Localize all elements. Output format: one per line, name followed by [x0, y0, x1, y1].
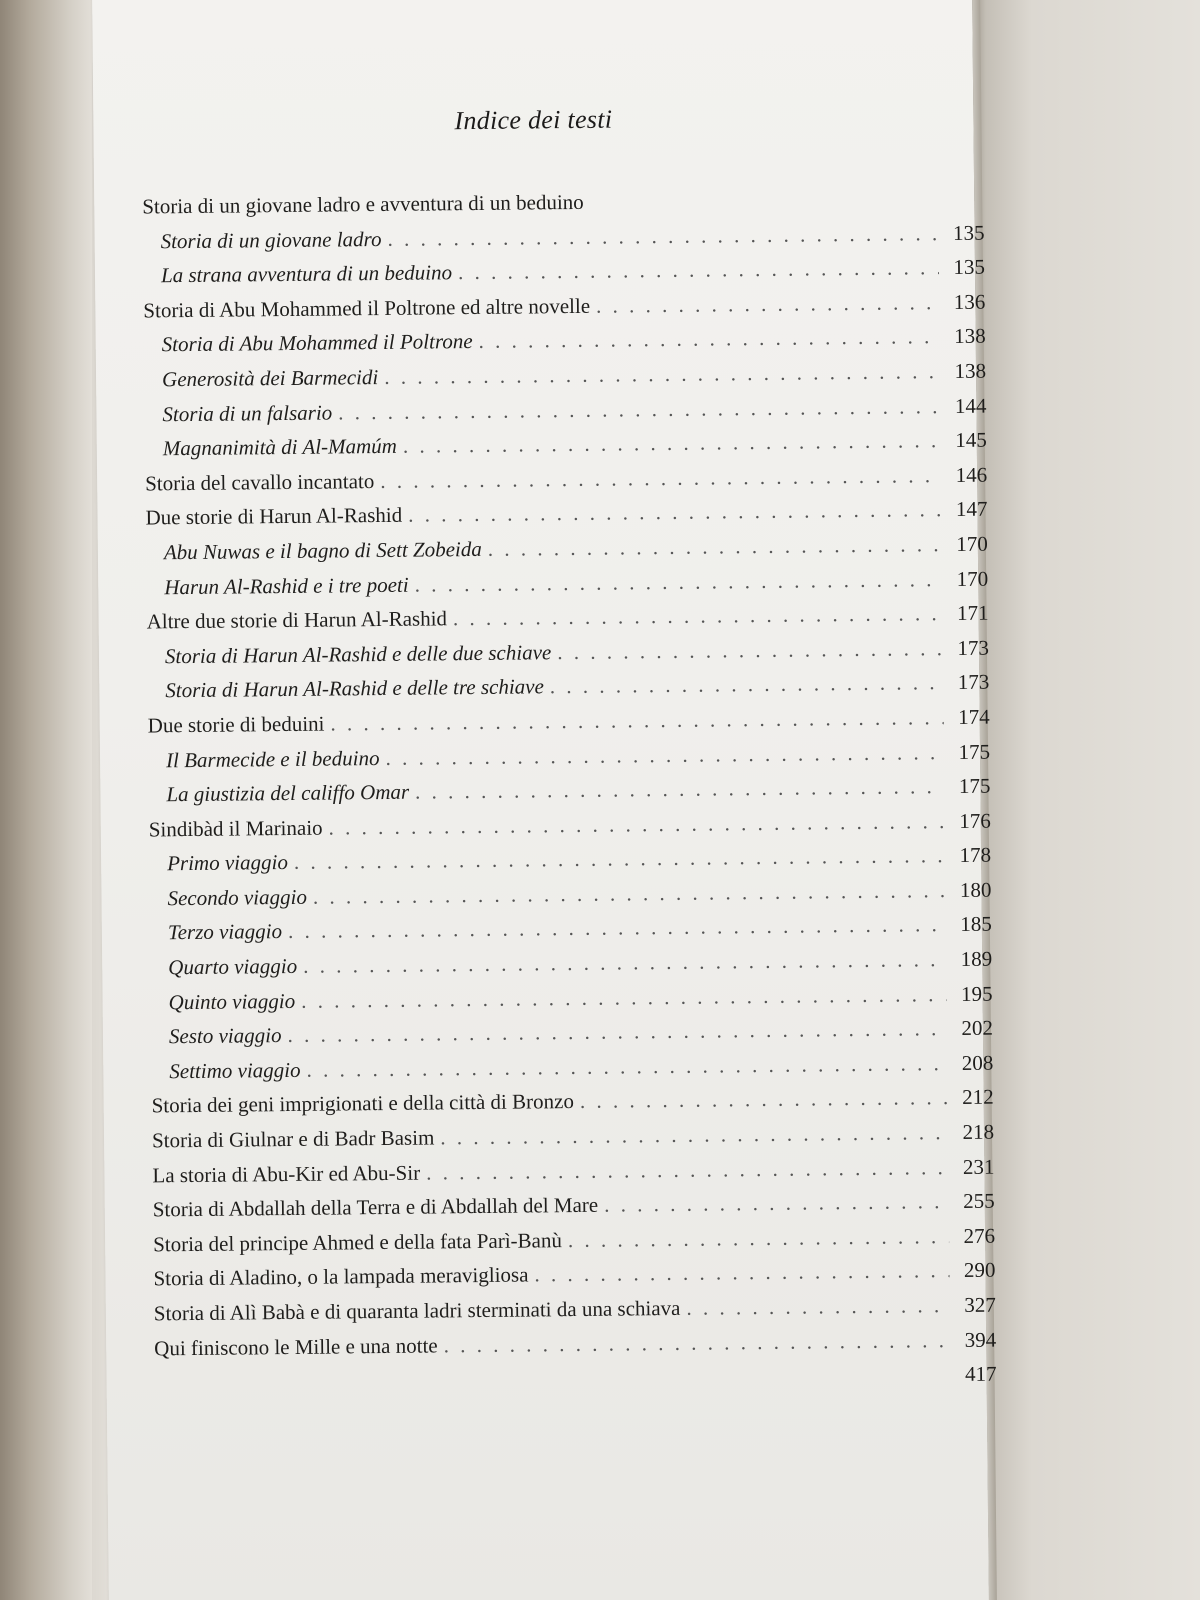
toc-entry-label: La storia di Abu-Kir ed Abu-Sir: [152, 1160, 421, 1188]
dot-leader: [426, 1155, 949, 1185]
toc-page-number: 145: [955, 427, 987, 453]
toc-page-number: 185: [960, 912, 992, 937]
toc-page-number: 175: [958, 773, 991, 799]
dot-leader: [580, 1086, 948, 1115]
toc-page-number: 212: [962, 1085, 994, 1110]
page-title: Indice dei testi: [454, 104, 613, 136]
toc-page-number: 138: [954, 358, 987, 383]
dot-leader: [550, 670, 944, 699]
toc-entry-label: Storia di Giulnar e di Badr Basim: [151, 1125, 435, 1153]
toc-entry-label: Storia del cavallo incantato: [145, 468, 375, 496]
dot-leader: [415, 774, 945, 805]
dot-leader: [380, 463, 941, 494]
toc-entry-label: Il Barmecide e il beduino: [165, 745, 380, 772]
toc-entry-label: Quinto viaggio: [168, 988, 296, 1014]
toc-entry-label: La strana avventura di un beduino: [160, 260, 453, 288]
toc-page-number: 173: [957, 635, 990, 660]
toc-page-number: 180: [959, 877, 992, 902]
toc-entry-label: Terzo viaggio: [167, 919, 283, 945]
toc-entry-label: Storia di Harun Al-Rashid e delle tre schiave: [165, 674, 544, 703]
toc-entry-label: Magnanimità di Al-Mamúm: [162, 433, 398, 461]
toc-page-number: 195: [960, 981, 993, 1006]
dot-leader: [596, 290, 939, 319]
toc-entry-label: Abu Nuwas e il bagno di Sett Zobeida: [163, 536, 482, 565]
dot-leader: [444, 1328, 951, 1358]
toc-page-number: 147: [955, 496, 988, 522]
dot-leader: [301, 982, 947, 1014]
toc-page-number: 136: [953, 289, 986, 314]
toc-page-number: 174: [958, 704, 990, 729]
toc-entry-label: La giustizia del califfo Omar: [166, 779, 410, 807]
dot-leader: [384, 359, 940, 390]
dot-leader: [568, 1224, 949, 1253]
toc-entry-label: Storia di un giovane ladro e avventura di un beduino: [142, 189, 584, 219]
toc-entry-label: Sesto viaggio: [168, 1023, 282, 1049]
toc-entry-label: Qui finiscono le Mille e una notte: [154, 1333, 438, 1361]
toc-entry-label: Storia di Aladino, o la lampada meravigliosa: [153, 1262, 529, 1291]
toc-entry-label: Generosità dei Barmecidi: [161, 364, 379, 392]
dot-leader: [604, 1189, 949, 1218]
toc-entry-label: Primo viaggio: [167, 850, 289, 876]
toc-page-number: 189: [960, 946, 993, 972]
toc-page-number: 170: [956, 566, 989, 591]
toc-page-number: 231: [962, 1154, 995, 1179]
dot-leader: [440, 1120, 948, 1150]
facing-page-edge: [972, 0, 1200, 1600]
toc-entry-label: Storia del principe Ahmed e della fata Parì-Banù: [153, 1227, 563, 1257]
book-spine-shadow: [0, 0, 92, 1600]
toc-page-number: 218: [962, 1119, 995, 1144]
toc-entry-label: Storia di Abu Mohammed il Poltrone: [161, 329, 473, 357]
dot-leader: [534, 1258, 949, 1287]
toc-page-number: 208: [961, 1050, 994, 1075]
toc-entry-label: Storia di un giovane ladro: [160, 226, 382, 253]
dot-leader: [306, 1051, 947, 1083]
dot-leader: [557, 636, 943, 665]
toc-entry-label: Secondo viaggio: [167, 884, 308, 911]
toc-entry-label: Sindibàd il Marinaio: [148, 815, 323, 842]
dot-leader: [478, 325, 939, 355]
toc-page-number: 327: [964, 1292, 996, 1317]
toc-page-number: 276: [963, 1223, 996, 1248]
toc-entry-label: Settimo viaggio: [169, 1057, 301, 1084]
toc-entry-label: Storia di Abdallah della Terra e di Abdallah del Mare: [152, 1192, 599, 1222]
toc-entry-label: Due storie di beduini: [147, 711, 325, 738]
dot-leader: [415, 567, 943, 598]
dot-leader: [458, 255, 939, 285]
toc-page-number: 144: [954, 393, 987, 418]
toc-page-number: 173: [957, 669, 990, 695]
dot-leader: [385, 740, 944, 771]
toc-entry-label: Storia di Abu Mohammed il Poltrone ed altre novelle: [143, 293, 591, 323]
dot-leader: [403, 428, 941, 459]
toc-page-number: 135: [952, 220, 985, 245]
dot-leader: [330, 705, 944, 736]
toc-entry-label: Due storie di Harun Al-Rashid: [145, 503, 403, 530]
dot-leader: [453, 601, 943, 631]
toc-page-number: 146: [955, 462, 988, 487]
toc-page-number: 175: [958, 739, 991, 764]
dot-leader: [328, 809, 944, 840]
toc-page-number: 202: [961, 1015, 994, 1041]
toc-page-number: 135: [953, 254, 986, 280]
toc-entry-label: Harun Al-Rashid e i tre poeti: [164, 572, 409, 599]
toc-entry-label: Storia di Alì Babà e di quaranta ladri sterminati da una schiava: [153, 1295, 681, 1326]
toc-entry-label: Quarto viaggio: [168, 953, 298, 980]
dot-leader: [488, 532, 942, 562]
dot-leader: [686, 1293, 950, 1321]
toc-entry-label: Altre due storie di Harun Al-Rashid: [146, 606, 448, 634]
toc-entry: [154, 1362, 996, 1405]
toc-entry-label: Storia dei geni imprigionati e della città di Bronzo: [151, 1089, 575, 1118]
toc-page-number: 417: [964, 1361, 997, 1387]
toc-page-number: 394: [964, 1327, 997, 1352]
toc-page-number: 138: [954, 324, 986, 349]
toc-entry-label: Storia di Harun Al-Rashid e delle due schiave: [164, 639, 552, 668]
book-page: [92, 0, 997, 1600]
toc-page-number: 171: [956, 600, 989, 626]
dot-leader: [387, 221, 938, 252]
toc-page-number: 290: [963, 1258, 996, 1283]
toc-page-number: 170: [956, 531, 988, 556]
dot-leader: [313, 878, 946, 910]
toc-page-number: 255: [963, 1188, 995, 1214]
table-of-contents: [142, 186, 997, 1406]
toc-entry-label: Storia di un falsario: [162, 400, 333, 426]
dot-leader: [303, 947, 946, 979]
toc-page-number: 176: [959, 808, 991, 833]
dot-leader: [338, 394, 940, 425]
toc-page-number: 178: [959, 842, 992, 868]
dot-leader: [408, 497, 942, 528]
